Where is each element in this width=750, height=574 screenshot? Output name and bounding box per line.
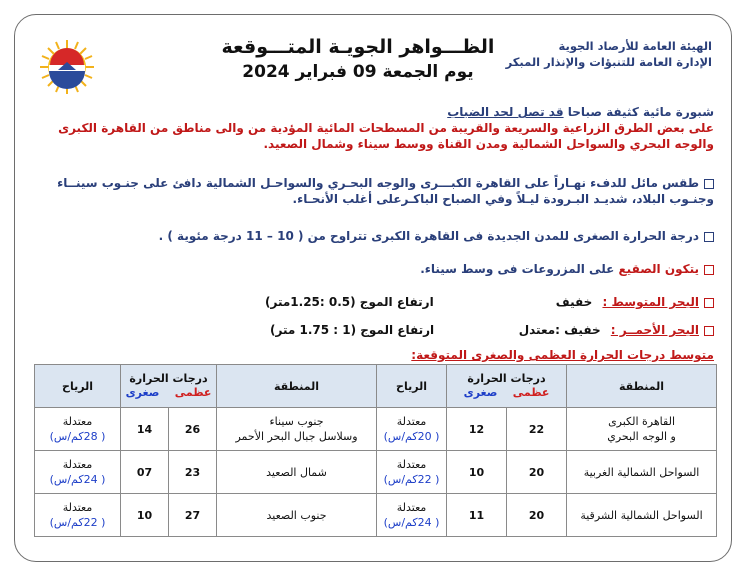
- wind-state: معتدلة: [62, 501, 93, 514]
- region-cell: [567, 494, 717, 537]
- region-name: جنوب سيناء: [269, 415, 324, 428]
- ema-logo-icon: [38, 38, 96, 96]
- bullet-box-icon: [704, 232, 714, 242]
- header-min: صغرى: [125, 386, 160, 399]
- bullet-box-icon: [704, 326, 714, 336]
- min-temp-cell: 12: [447, 408, 507, 451]
- frost-text: على المزروعات فى وسط سيناء.: [420, 262, 619, 276]
- organization-header: [472, 38, 712, 70]
- temperature-table-title: متوسط درجات الحرارة العظمى والصغرى المتوقعة:: [411, 348, 714, 362]
- header-wind: الرياح: [377, 365, 447, 408]
- max-temp-cell: 20: [507, 494, 567, 537]
- med-sea-row: [556, 295, 714, 309]
- bullet-new-cities-text: درجة الحرارة الصغرى للمدن الجديدة فى القاهرة الكبرى تتراوح من ( 10 – 11 درجة مئوية ) .: [158, 229, 699, 243]
- table-row: [35, 451, 717, 494]
- header-wind: الرياح: [35, 365, 121, 408]
- max-temp-cell: 22: [507, 408, 567, 451]
- min-temp-cell: 14: [121, 408, 169, 451]
- max-temp-cell: 23: [169, 451, 217, 494]
- wind-speed: ( 28كم/س): [49, 430, 106, 443]
- region-name: جنوب الصعيد: [266, 508, 327, 522]
- table-row: [35, 408, 717, 451]
- min-temp-cell: 10: [447, 451, 507, 494]
- region-cell: [217, 451, 377, 494]
- header-temperature: [447, 365, 567, 408]
- wind-state: معتدلة: [396, 501, 427, 514]
- min-temp-cell: 07: [121, 451, 169, 494]
- red-sea-row: [519, 323, 714, 337]
- wind-speed: ( 20كم/س): [383, 430, 440, 443]
- max-temp-cell: 26: [169, 408, 217, 451]
- page-title: الظـــواهر الجويـة المتـــوقعة: [221, 36, 495, 58]
- med-sea-waves: ارتفاع الموج (0.5 :1.25متر): [265, 295, 434, 309]
- wind-speed: ( 24كم/س): [49, 473, 106, 486]
- red-sea-waves: ارتفاع الموج (1 : 1.75 متر): [270, 323, 435, 337]
- org-department: الإدارة العامة للتنبؤات والإنذار المبكر: [505, 55, 712, 69]
- wind-cell: [35, 451, 121, 494]
- bullet-frost: [30, 261, 714, 277]
- region-cell: [567, 451, 717, 494]
- max-temp-cell: 27: [169, 494, 217, 537]
- fog-title-underlined: قد تصل لحد الضباب: [447, 105, 564, 119]
- med-sea-state: خفيف: [555, 295, 593, 309]
- region-cell: [217, 408, 377, 451]
- bullet-box-icon: [704, 265, 714, 275]
- org-name: الهيئة العامة للأرصاد الجوية: [558, 39, 712, 53]
- region-name: السواحل الشمالية الغربية: [583, 465, 700, 479]
- header-temp-label: درجات الحرارة: [467, 372, 546, 385]
- header-temp-label: درجات الحرارة: [129, 372, 208, 385]
- wind-cell: [377, 408, 447, 451]
- region-cell: [567, 408, 717, 451]
- bullet-box-icon: [704, 298, 714, 308]
- bullet-new-cities: [30, 228, 714, 244]
- header-max: عظمى: [174, 386, 212, 399]
- wind-cell: [377, 494, 447, 537]
- wind-state: معتدلة: [62, 458, 93, 471]
- wind-speed: ( 24كم/س): [383, 516, 440, 529]
- header-temperature: [121, 365, 217, 408]
- wind-state: معتدلة: [62, 415, 93, 428]
- forecast-date: يوم الجمعة 09 فبراير 2024: [242, 62, 474, 82]
- min-temp-cell: 10: [121, 494, 169, 537]
- fog-warning: [30, 104, 714, 152]
- table-header-row: [35, 365, 717, 408]
- bullet-weather-text: طقس مائل للدفء نهـاراً على القاهرة الكبـــرى والوجه البحـري والسواحـل الشمالية دافئ على جنـوب سينــاء وجنـوب البلاد، شديـد البـرودة ليـلاً وفي الصباح الباكـرعلى أغلب الأنحـاء.: [57, 176, 714, 206]
- bullet-box-icon: [704, 179, 714, 189]
- region-name: السواحل الشمالية الشرقية: [580, 508, 703, 522]
- header-region: المنطقة: [217, 365, 377, 408]
- red-sea-state: خفيف :معتدل: [518, 323, 601, 337]
- wind-state: معتدلة: [396, 415, 427, 428]
- table-row: [35, 494, 717, 537]
- region-name: شمال الصعيد: [266, 465, 327, 479]
- header-min: صغرى: [463, 386, 498, 399]
- wind-cell: [35, 408, 121, 451]
- max-temp-cell: 20: [507, 451, 567, 494]
- wind-speed: ( 22كم/س): [383, 473, 440, 486]
- region-name-line2: و الوجه البحري: [607, 430, 676, 443]
- fog-warning-body: على بعض الطرق الزراعية والسريعة والقريبة من المسطحات المائية المؤدية من والى مناطق من القاهرة الكبرى والوجه البحري والسواحل الشمالية ومدن القناة ووسط سيناء وشمال الصعيد.: [58, 121, 714, 151]
- wind-state: معتدلة: [396, 458, 427, 471]
- header-max: عظمى: [512, 386, 550, 399]
- wind-speed: ( 22كم/س): [49, 516, 106, 529]
- bullet-weather: [30, 175, 714, 207]
- min-temp-cell: 11: [447, 494, 507, 537]
- region-name: القاهرة الكبرى: [608, 415, 675, 428]
- title-block: [208, 34, 508, 84]
- header-region: المنطقة: [567, 365, 717, 408]
- med-sea-label: البحر المتوسط :: [602, 295, 699, 309]
- fog-title-text: شبورة مائية كثيفة صباحا: [567, 105, 714, 119]
- fog-warning-title: [30, 104, 714, 120]
- wind-cell: [35, 494, 121, 537]
- wind-cell: [377, 451, 447, 494]
- red-sea-label: البحر الأحمــر :: [610, 323, 699, 337]
- region-name-line2: وسلاسل جبال البحر الأحمر: [235, 430, 358, 443]
- region-cell: [217, 494, 377, 537]
- temperature-table: [34, 364, 717, 537]
- frost-label: يتكون الصقيع: [618, 262, 699, 276]
